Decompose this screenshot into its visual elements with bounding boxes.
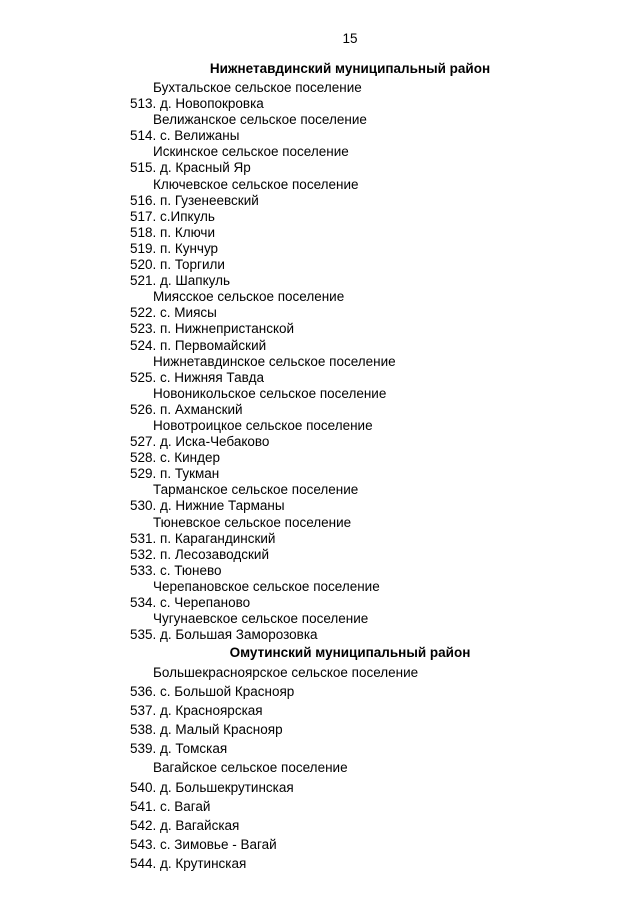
locality-item: 534. с. Черепаново: [130, 595, 251, 610]
settlement-name: Вагайское сельское поселение: [153, 760, 348, 776]
settlement-name: Новотроицкое сельское поселение: [153, 417, 373, 433]
locality-item: 523. п. Нижнепристанской: [130, 321, 295, 337]
locality-item: 525. с. Нижняя Тавда: [130, 369, 264, 385]
locality-item: 513. д. Новопокровка: [130, 96, 264, 112]
locality-item: 521. д. Шапкуль: [130, 273, 231, 289]
locality-item: 541. с. Вагай: [130, 798, 211, 814]
district-heading: Омутинский муниципальный район: [229, 645, 471, 660]
locality-item: 539. д. Томская: [130, 741, 228, 757]
locality-item: 537. д. Красноярская: [130, 703, 263, 719]
locality-item: 516. п. Гузенеевский: [130, 192, 259, 208]
locality-item: 540. д. Большекрутинская: [130, 779, 294, 795]
settlement-name: Тарманское сельское поселение: [153, 482, 359, 498]
settlement-name: Нижнетавдинское сельское поселение: [153, 353, 396, 369]
locality-item: 526. п. Ахманский: [130, 401, 243, 417]
settlement-name: Миясское сельское поселение: [153, 289, 345, 305]
locality-item: 533. с. Тюнево: [130, 562, 222, 578]
locality-item: 522. с. Миясы: [130, 305, 217, 321]
settlement-name: Велижанское сельское поселение: [153, 112, 367, 128]
district-list: [0, 663, 418, 873]
locality-item: 536. с. Большой Краснояр: [130, 684, 295, 700]
settlement-name: Чугунаевское сельское поселение: [153, 611, 369, 627]
settlement-name: Ключевское сельское поселение: [153, 176, 359, 192]
locality-item: 543. с. Зимовье - Вагай: [130, 836, 277, 852]
settlement-name: Тюневское сельское поселение: [153, 514, 352, 530]
locality-item: 538. д. Малый Краснояр: [130, 722, 283, 738]
locality-item: 542. д. Вагайская: [130, 817, 240, 833]
settlement-name: Большекрасноярское сельское поселение: [153, 665, 419, 680]
locality-item: 527. д. Иска-Чебаково: [130, 434, 270, 450]
locality-item: 544. д. Крутинская: [130, 855, 247, 871]
locality-item: 515. д. Красный Яр: [130, 160, 251, 176]
page-number: 15: [342, 31, 358, 46]
locality-item: 514. с. Велижаны: [130, 128, 240, 144]
settlement-name: Бухтальское сельское поселение: [153, 80, 362, 95]
locality-item: 531. п. Карагандинский: [130, 530, 276, 546]
locality-item: 519. п. Кунчур: [130, 240, 219, 256]
locality-item: 532. п. Лесозаводский: [130, 546, 270, 562]
locality-item: 528. с. Киндер: [130, 450, 221, 466]
locality-item: 517. с.Ипкуль: [130, 208, 215, 224]
locality-item: 530. д. Нижние Тарманы: [130, 498, 285, 514]
settlement-name: Новоникольское сельское поселение: [153, 385, 387, 401]
locality-item: 524. п. Первомайский: [130, 337, 267, 353]
district-heading: Нижнетавдинский муниципальный район: [209, 61, 491, 76]
locality-item: 535. д. Большая Заморозовка: [130, 627, 318, 643]
district-list: [0, 80, 396, 643]
locality-item: 529. п. Тукман: [130, 466, 220, 482]
settlement-name: Искинское сельское поселение: [153, 144, 349, 160]
settlement-name: Черепановское сельское поселение: [153, 578, 380, 594]
locality-item: 520. п. Торгили: [130, 257, 225, 273]
locality-item: 518. п. Ключи: [130, 224, 215, 240]
